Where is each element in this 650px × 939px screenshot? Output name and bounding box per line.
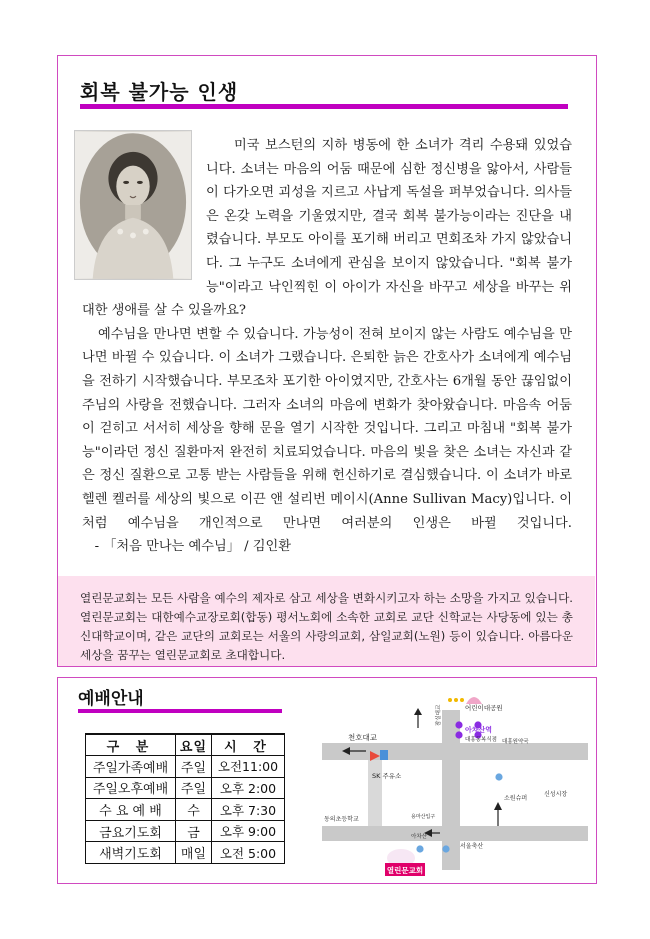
service-day: 매일	[176, 842, 212, 864]
table-row	[86, 820, 285, 842]
table-row	[86, 799, 285, 821]
article-paragraph-1: 미국 보스턴의 지하 병동에 한 소녀가 격리 수용돼 있었습니다. 소녀는 마음의 어둠 때문에 심한 정신병을 앓아서, 사람들이 다가오면 괴성을 지르고 사납게 독설을 퍼부었습니다. 의사들은 온갖 노력을 기울였지만, 결국 회복 불가능이라는 진단을 내렸습니다. 부모도 아이를 포기해 버리고 면회조차 가지 않았습니다. 그 누구도 소녀에게 관심을 보이지 않았습니다. "회복 불가능"이라고 낙인찍힌 이 아이가 자신을 바꾸고 세상을 바꾸는 위대한 생애를 살 수 있을까요?	[82, 138, 572, 319]
service-name: 수 요 예 배	[86, 799, 176, 821]
table-row	[86, 777, 285, 799]
header-day: 요일	[176, 734, 212, 756]
map-label: 잠실대교	[436, 704, 442, 726]
park-icon	[454, 698, 458, 702]
church-sign-label: 열린문교회	[386, 866, 424, 875]
article-paragraph-2	[82, 323, 572, 559]
station-marker	[495, 773, 502, 780]
map-label: 아차산	[411, 834, 427, 840]
service-name: 금요기도회	[86, 820, 176, 842]
article-body	[82, 134, 572, 559]
service-name: 주일가족예배	[86, 756, 176, 778]
map-label: 소원슈퍼	[504, 795, 528, 802]
table-row	[86, 756, 285, 778]
map-label: 동의초등학교	[324, 816, 359, 823]
table-header-row	[86, 734, 285, 756]
map-label: 대흥원약국	[502, 739, 529, 745]
east-arrow-head	[494, 802, 502, 810]
article-frame	[57, 55, 597, 667]
park-icon	[460, 698, 464, 702]
map-label: 용마산입구	[411, 814, 436, 820]
map-label: 천호대교	[348, 733, 377, 742]
service-day: 수	[176, 799, 212, 821]
worship-title: 예배안내	[78, 689, 144, 709]
gas-station-icon	[380, 750, 388, 760]
worship-schedule-table	[85, 733, 285, 864]
article-title: 회복 불가능 인생	[80, 80, 239, 104]
map-label: 대흥동복식점	[465, 737, 497, 743]
service-time: 오후 7:30	[211, 799, 284, 821]
table-row	[86, 842, 285, 864]
article-paragraph-2-text: 예수님을 만나면 변할 수 있습니다. 가능성이 전혀 보이지 않는 사람도 예수님을 만나면 바뀔 수 있습니다. 이 소녀가 그랬습니다. 은퇴한 늙은 간호사가 소녀에게 예수님을 전하기 시작했습니다. 부모조차 포기한 아이였지만, 간호사는 6개월 동안 끊임없이 주님의 사랑을 전했습니다. 그러자 소녀의 마음에 변화가 찾아왔습니다. 마음속 어둠이 걷히고 서서히 세상을 향해 문을 열기 시작한 것입니다. 그리고 마침내 "회복 불가능"이라던 정신 질환마저 완전히 치료되었습니다. 마음의 빛을 찾은 소녀는 자신과 같은 정신 질환으로 고통 받는 사람들을 위해 헌신하기로 결심했습니다. 이 소녀가 바로 헬렌 켈러를 세상의 빛으로 이끈 앤 설리번 메이시(Anne Sullivan Macy)입니다. 이처럼 예수님을 개인적으로 만나면 여러분의 인생은 바뀔 것입니다.	[82, 326, 572, 531]
service-day: 주일	[176, 756, 212, 778]
park-tent-icon	[466, 697, 482, 704]
worship-underline	[78, 709, 282, 713]
header-time: 시 간	[211, 734, 284, 756]
service-day: 주일	[176, 777, 212, 799]
map-label: 아차산역	[465, 726, 493, 734]
service-time: 오전 5:00	[211, 842, 284, 864]
north-arrow-head	[414, 708, 422, 715]
service-time: 오후 9:00	[211, 820, 284, 842]
worship-frame	[57, 677, 597, 884]
service-name: 새벽기도회	[86, 842, 176, 864]
map-label: 서울축산	[460, 843, 484, 850]
service-time: 오전11:00	[211, 756, 284, 778]
park-icon	[448, 698, 452, 702]
station-marker	[416, 845, 423, 852]
map-label: 어린이대공원	[465, 704, 503, 712]
service-name: 주일오후예배	[86, 777, 176, 799]
header-category: 구 분	[86, 734, 176, 756]
service-day: 금	[176, 820, 212, 842]
map-label: 신성시장	[544, 791, 568, 798]
church-mission-box: 열린문교회는 모든 사람을 예수의 제자로 삼고 세상을 변화시키고자 하는 소망을 가지고 있습니다. 열린문교회는 대한예수교장로회(합동) 평서노회에 소속한 교회로 교단 신학교는 사당동에 있는 총신대학교이며, 같은 교단의 교회로는 서울의 사랑의교회, 삼일교회(노원) 등이 있습니다. 아름다운 세상을 꿈꾸는 열린문교회로 초대합니다.	[58, 576, 595, 666]
title-underline	[80, 104, 568, 109]
article-source: - 「처음 만나는 예수님」 / 김인환	[82, 539, 291, 555]
service-time: 오후 2:00	[211, 777, 284, 799]
station-marker	[442, 845, 449, 852]
road-vertical-side	[368, 760, 382, 826]
church-location-map	[308, 688, 588, 878]
station-marker	[455, 731, 462, 738]
map-label: SK 주유소	[372, 772, 402, 780]
station-marker	[455, 721, 462, 728]
